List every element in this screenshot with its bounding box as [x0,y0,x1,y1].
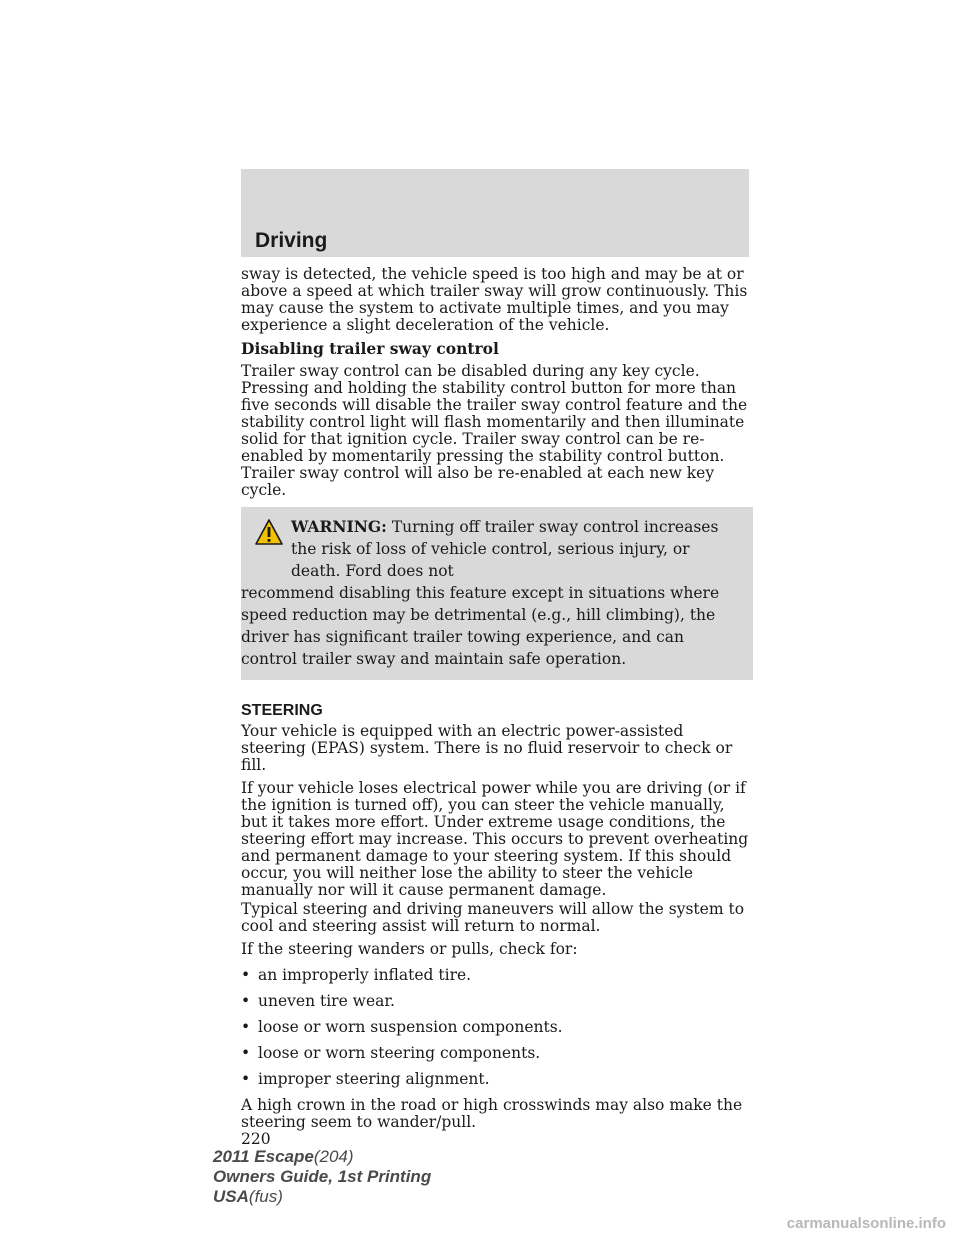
watermark: carmanualsonline.info [786,1215,946,1232]
disable-paragraph: Trailer sway control can be disabled during any key cycle. Pressing and holding the stability control button for more than five seconds will disable the trailer sway control feature and the stability control light will flash momentarily and then illuminate solid for that ignition cycle. Trailer sway control can be re-enabled by momentarily pressing the stability control button. Trailer sway control will also be re-enabled at each new key cycle. [241,362,748,499]
warning-triangle-icon [255,519,283,545]
footer-model: 2011 Escape [213,1147,314,1166]
list-item [241,993,753,1010]
closing-paragraph: A high crown in the road or high crosswinds may also make the steering seem to wander/pull. [241,1096,743,1131]
footer-line-3 [213,1187,431,1207]
bullet-icon: • [241,992,251,1010]
subheading-disabling-trailer-sway: Disabling trailer sway control [241,339,499,358]
list-item-text: loose or worn suspension components. [258,1018,563,1036]
checklist [241,967,753,1088]
steering-paragraph-1: Your vehicle is equipped with an electric power-assisted steering (EPAS) system. There is no fluid reservoir to check or fill. [241,722,733,774]
page-number: 220 [241,1130,271,1148]
warning-box [241,507,753,680]
footer-print-info [213,1147,431,1207]
bullet-icon: • [241,966,251,984]
footer-market: USA [213,1187,249,1206]
steering-paragraph-3: Typical steering and driving maneuvers will allow the system to cool and steering assist will return to normal. [241,900,745,935]
list-item-text: an improperly inflated tire. [258,966,472,984]
list-item [241,967,753,984]
steering-heading: STEERING [241,702,323,719]
footer-line-2: Owners Guide, 1st Printing [213,1167,432,1186]
checklist-intro: If the steering wanders or pulls, check for: [241,940,578,958]
bullet-icon: • [241,1044,251,1062]
list-item [241,1019,753,1036]
warning-rest-text: recommend disabling this feature except in situations where speed reduction may be detrimental (e.g., hill climbing), the driver has significant trailer towing experience, and can control trailer sway and maintain safe operation. [241,584,720,668]
footer-market-code: (fus) [248,1187,283,1206]
warning-label: WARNING: [291,517,387,536]
section-title: Driving [255,229,328,252]
list-item [241,1045,753,1062]
steering-paragraph-2: If your vehicle loses electrical power while you are driving (or if the ignition is turned off), you can steer the vehicle manually, but it takes more effort. Under extreme usage conditions, the steering effort may increase. This occurs to prevent overheating and permanent damage to your steering system. If this should occur, you will neither lose the ability to steer the vehicle manually nor will it cause permanent damage. [241,779,749,899]
list-item [241,1071,753,1088]
warning-line1: Turning off trailer sway control increases the risk of loss of vehicle control, serious injury, or death. Ford does not [291,518,719,580]
list-item-text: improper steering alignment. [258,1070,490,1088]
intro-paragraph: sway is detected, the vehicle speed is too high and may be at or above a speed at which trailer sway will grow continuously. This may cause the system to activate multiple times, and you may experience a slight deceleration of the vehicle. [241,265,748,334]
page-content [241,266,753,1148]
section-header [241,169,749,257]
bullet-icon: • [241,1070,251,1088]
list-item-text: loose or worn steering components. [258,1044,541,1062]
warning-first-line [241,516,743,582]
bullet-icon: • [241,1018,251,1036]
list-item-text: uneven tire wear. [258,992,395,1010]
footer-line-1 [213,1147,431,1167]
footer-model-code: (204) [313,1147,354,1166]
